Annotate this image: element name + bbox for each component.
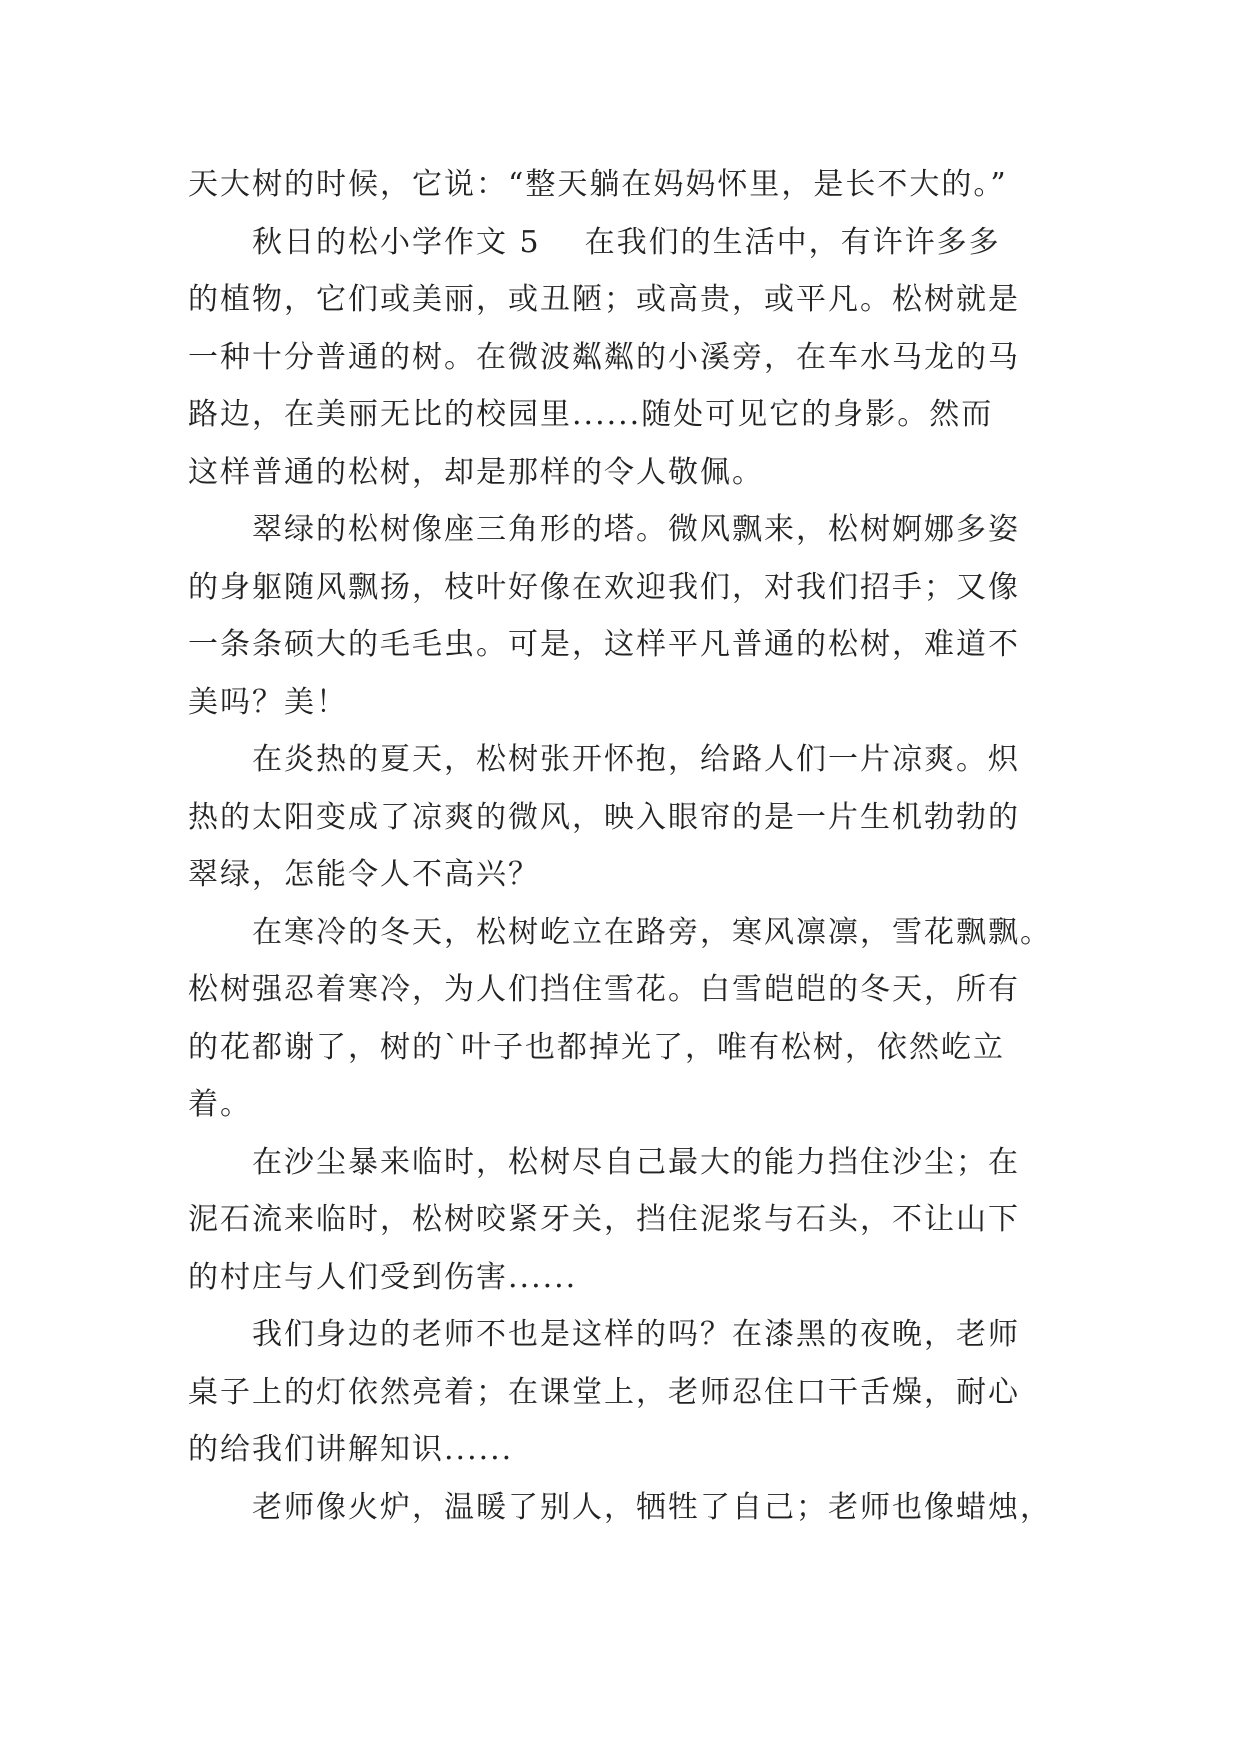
text-line-continuation: 在我们的生活中，有许许多多 xyxy=(584,224,1001,260)
paragraph-start-line: 老师像火炉，温暖了别人，牺牲了自己；老师也像蜡烛， xyxy=(252,1489,1052,1525)
paragraph-start-line: 我们身边的老师不也是这样的吗？在漆黑的夜晚，老师 xyxy=(252,1317,1020,1352)
paragraph-start-line: 在沙尘暴来临时，松树尽自己最大的能力挡住沙尘；在 xyxy=(252,1144,1020,1180)
text-line: 的身躯随风飘扬，枝叶好像在欢迎我们，对我们招手；又像 xyxy=(188,569,1020,605)
text-line: 泥石流来临时，松树咬紧牙关，挡住泥浆与石头，不让山下 xyxy=(188,1202,1020,1237)
text-line: 着。 xyxy=(188,1087,252,1122)
text-line: 美吗？美！ xyxy=(188,684,348,720)
text-line: 的给我们讲解知识...... xyxy=(188,1432,514,1467)
text-line: 桌子上的灯依然亮着；在课堂上，老师忍住口干舌燥，耐心 xyxy=(188,1374,1020,1410)
essay-text xyxy=(188,156,1050,1536)
text-line: 的花都谢了，树的`叶子也都掉光了，唯有松树，依然屹立 xyxy=(188,1029,1005,1065)
text-line: 翠绿，怎能令人不高兴？ xyxy=(188,857,540,892)
text-line: 路边，在美丽无比的校园里......随处可见它的身影。然而 xyxy=(188,397,994,432)
essay-title: 秋日的松小学作文 5 xyxy=(252,224,541,260)
text-line: 的村庄与人们受到伤害...... xyxy=(188,1259,578,1295)
paragraph-start-line: 在炎热的夏天，松树张开怀抱，给路人们一片凉爽。炽 xyxy=(252,742,1020,777)
text-line: 一条条硕大的毛毛虫。可是，这样平凡普通的松树，难道不 xyxy=(188,627,1020,662)
text-line: 热的太阳变成了凉爽的微风，映入眼帘的是一片生机勃勃的 xyxy=(188,799,1020,835)
text-line: 的植物，它们或美丽，或丑陋；或高贵，或平凡。松树就是 xyxy=(188,282,1020,317)
essay-title-line xyxy=(188,214,1050,272)
text-line: 这样普通的松树，却是那样的令人敬佩。 xyxy=(188,454,764,490)
text-line: 一种十分普通的树。在微波粼粼的小溪旁，在车水马龙的马 xyxy=(188,339,1020,375)
paragraph-start-line: 在寒冷的冬天，松树屹立在路旁，寒风凛凛，雪花飘飘。 xyxy=(252,914,1052,950)
text-line: 天大树的时候，它说：“整天躺在妈妈怀里，是长不大的。” xyxy=(188,167,1008,202)
text-line: 松树强忍着寒冷，为人们挡住雪花。白雪皑皑的冬天，所有 xyxy=(188,972,1020,1007)
paragraph-start-line: 翠绿的松树像座三角形的塔。微风飘来，松树婀娜多姿 xyxy=(252,512,1020,547)
